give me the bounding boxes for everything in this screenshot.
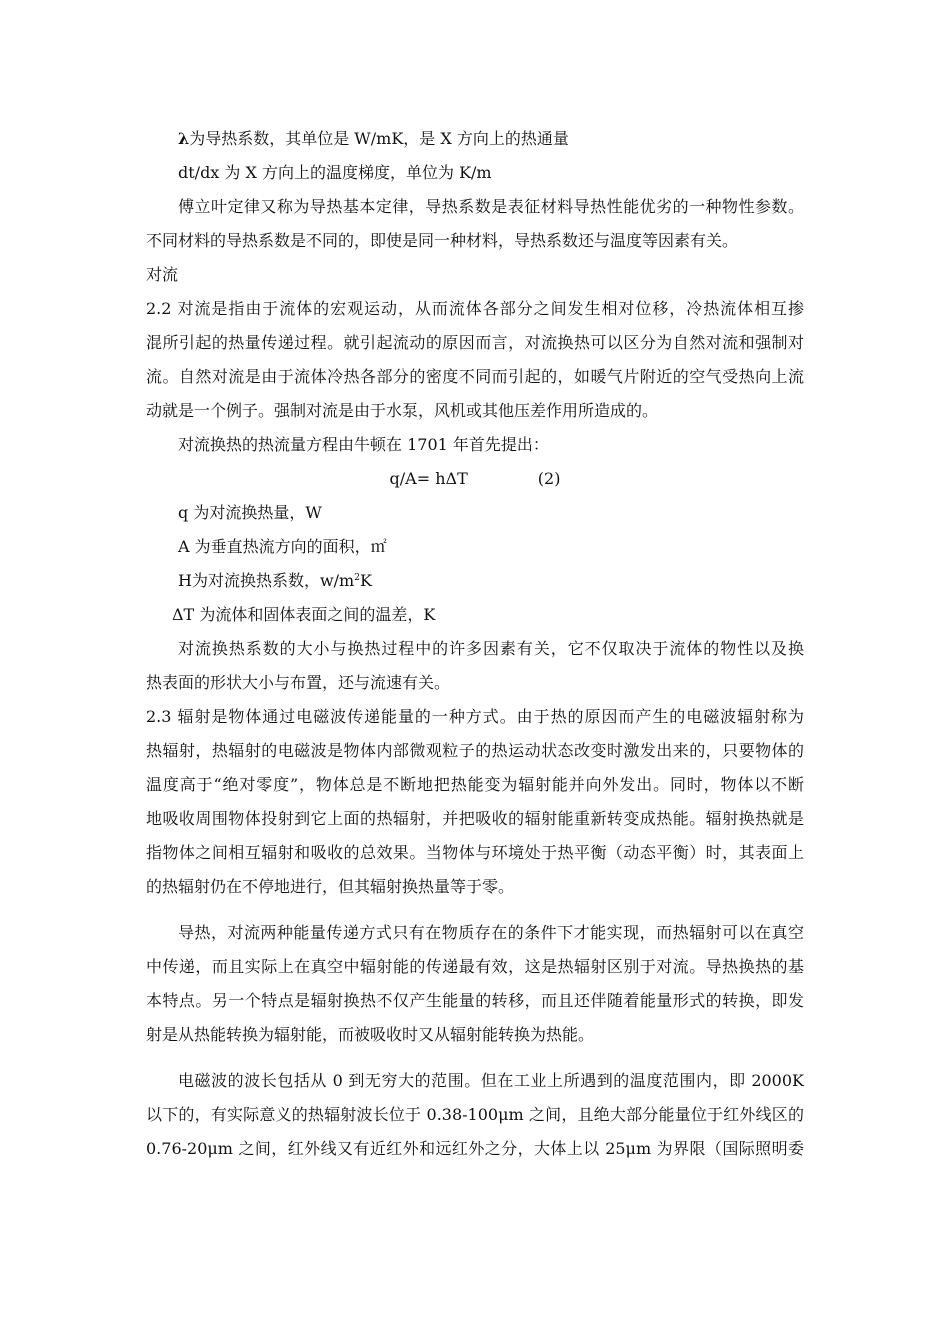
paragraph-fourier-line-1: 傅立叶定律又称为导热基本定律，导热系数是表征材料导热性能优劣的一种物性参数。 [178,197,804,216]
equation-number: (2) [537,469,561,488]
paragraph-coefficient-line-2: 热表面的形状大小与布置，还与流速有关。 [146,673,451,692]
paragraph-radiation-line-3: 温度高于“绝对零度”，物体总是不断地把热能变为辐射能并向外发出。同时，物体以不断 [146,775,804,794]
paragraph-convection-line-4: 动就是一个例子。强制对流是由于水泵，风机或其他压差作用所造成的。 [146,401,659,420]
delta-t-definition: ΔT 为流体和固体表面之间的温差，K [172,605,436,624]
h-definition [146,564,804,598]
area-definition: A 为垂直热流方向的面积，㎡ [178,537,387,556]
paragraph-convection-line-2: 混所引起的热量传递过程。就引起流动的原因而言，对流换热可以区分为自然对流和强制对 [146,333,804,352]
h-definition-text: H为对流换热系数，w/m [178,571,355,590]
paragraph-wavelength-line-1: 电磁波的波长包括从 0 到无穷大的范围。但在工业上所遇到的温度范围内，即 2000K [178,1071,804,1090]
paragraph-radiation-line-1: 2.3 辐射是物体通过电磁波传递能量的一种方式。由于热的原因而产生的电磁波辐射称为 [146,707,804,726]
lambda-definition [146,122,804,156]
paragraph-coefficient-line-1: 对流换热系数的大小与换热过程中的许多因素有关，它不仅取决于流体的物性以及换 [178,639,804,658]
equation-formula: q/A= hΔT [389,469,468,488]
newton-intro: 对流换热的热流量方程由牛顿在 1701 年首先提出： [178,435,549,454]
paragraph-wavelength-line-2: 以下的，有实际意义的热辐射波长位于 0.38-100μm 之间，且绝大部分能量位于红外线区的 [146,1105,804,1124]
paragraph-wavelength-line-3: 0.76-20μm 之间，红外线又有近红外和远红外之分，大体上以 25μm 为界限（国际照明委 [146,1139,804,1158]
paragraph-convection-line-1: 2.2 对流是指由于流体的宏观运动，从而流体各部分之间发生相对位移，冷热流体相互掺 [146,299,804,318]
lambda-symbol: λ [178,129,190,148]
paragraph-vacuum-line-2: 中传递，而且实际上在真空中辐射能的传递最有效，这是热辐射区别于对流。导热换热的基 [146,957,804,976]
h-definition-superscript: 2 [354,573,360,583]
paragraph-vacuum-line-1: 导热，对流两种能量传递方式只有在物质存在的条件下才能实现，而热辐射可以在真空 [178,923,804,942]
paragraph-gap [146,1052,804,1064]
paragraph-gap [146,904,804,916]
paragraph-radiation-line-4: 地吸收周围物体投射到它上面的热辐射，并把吸收的辐射能重新转变成热能。辐射换热就是 [146,809,804,828]
equation-2 [146,462,804,496]
gradient-definition: dt/dx 为 X 方向上的温度梯度，单位为 K/m [178,163,492,182]
paragraph-radiation-line-6: 的热辐射仍在不停地进行，但其辐射换热量等于零。 [146,877,515,896]
q-definition: q 为对流换热量，W [178,503,322,522]
h-definition-unit: K [359,571,372,590]
paragraph-vacuum-line-4: 射是从热能转换为辐射能，而被吸收时又从辐射能转换为热能。 [146,1025,595,1044]
paragraph-radiation-line-5: 指物体之间相互辐射和吸收的总效果。当物体与环境处于热平衡（动态平衡）时，其表面上 [146,843,804,862]
paragraph-radiation-line-2: 热辐射，热辐射的电磁波是物体内部微观粒子的热运动状态改变时激发出来的，只要物体的 [146,741,804,760]
lambda-definition-text: 为导热系数，其单位是 W/mK，是 X 方向上的热通量 [189,129,569,148]
paragraph-fourier-line-2: 不同材料的导热系数是不同的，即使是同一种材料，导热系数还与温度等因素有关。 [146,231,739,250]
paragraph-vacuum-line-3: 本特点。另一个特点是辐射换热不仅产生能量的转移，而且还伴随着能量形式的转换，即发 [146,991,804,1010]
paragraph-convection-line-3: 流。自然对流是由于流体冷热各部分的密度不同而引起的，如暖气片附近的空气受热向上流 [146,367,804,386]
section-heading-convection: 对流 [146,265,179,284]
